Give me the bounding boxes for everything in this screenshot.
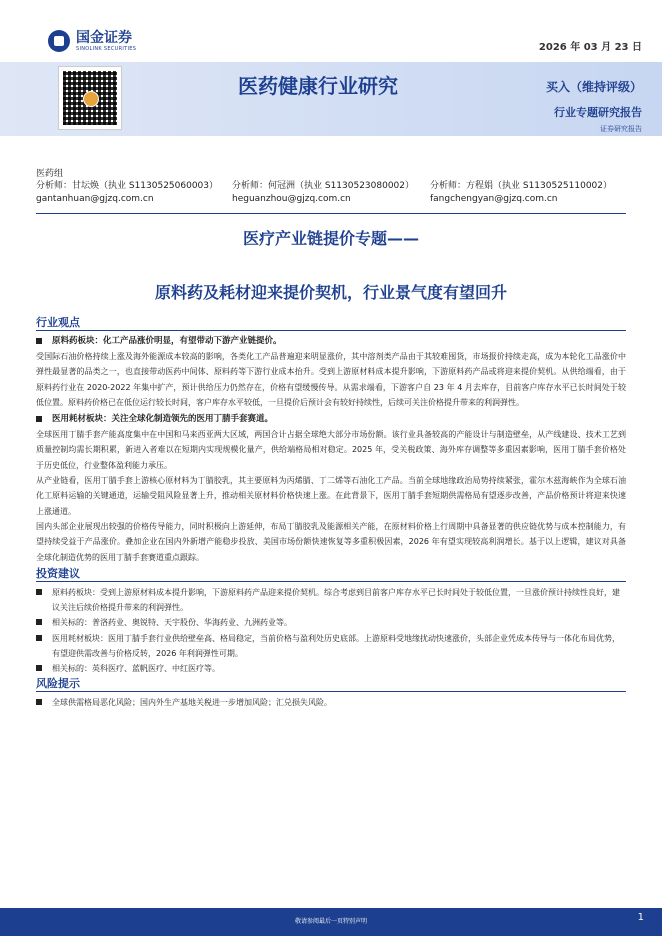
analyst-group: 医药组 xyxy=(36,169,64,179)
bullet-square-icon xyxy=(36,619,42,625)
report-date: 2026 年 03 月 23 日 xyxy=(538,42,642,53)
list-item: 相关标的：普洛药业、奥锐特、天宇股份、华海药业、九洲药业等。 xyxy=(36,615,626,630)
bullet-square-icon xyxy=(36,665,42,671)
section-industry-view: 行业观点 xyxy=(36,316,626,331)
glove-paragraph-3: 国内头部企业展现出较强的价格传导能力，同时积极向上游延伸，布局丁腈胶乳及能源相关产能，在原材料价格上行周期中具备显著的供应链优势与成本控制能力，有望持续受益于产品涨价。叠加企业在国内外新增产能稳步投放、美国市场份额快速恢复等多重积极因素，2026 年有望实现较高利润增长。基于以上逻辑，建议对具备全球化制造优势的医用丁腈手套赛道重点跟踪。 xyxy=(36,521,626,562)
analyst-name-1: 分析师：甘坛焕（执业 S1130525060003） xyxy=(36,181,219,191)
glove-headline: 医用耗材板块：关注全球化制造领先的医用丁腈手套赛道。 xyxy=(36,412,626,427)
list-item: 相关标的：英科医疗、蓝帆医疗、中红医疗等。 xyxy=(36,661,626,676)
analyst-email-3[interactable]: fangchengyan@gjzq.com.cn xyxy=(430,194,558,204)
report-type: 行业专题研究报告 xyxy=(554,106,642,119)
qr-code-icon xyxy=(58,66,122,130)
glove-paragraph-1: 全球医用丁腈手套产能高度集中在中国和马来西亚两大区域，两国合计占据全球绝大部分市场份额。该行业具备较高的产能设计与制造壁垒，从产线建设、技术工艺到质量控制均需长期积累，新进入者难以在短期内实现规模化量产，供给端格局相对稳定。2025 年，受关税政策、海外库存调整等多重因素影响，医用丁腈手套价格处于历史低位，行业整体盈利能力承压。 xyxy=(36,430,626,470)
report-header xyxy=(0,0,662,152)
section-risk: 风险提示 xyxy=(36,677,626,692)
header-divider xyxy=(36,213,626,214)
company-logo xyxy=(48,30,136,52)
logo-en: SINOLINK SECURITIES xyxy=(76,45,137,52)
analyst-email-1[interactable]: gantanhuan@gjzq.com.cn xyxy=(36,194,154,204)
bullet-square-icon xyxy=(36,416,42,422)
api-paragraph: 受国际石油价格持续上涨及海外能源成本较高的影响，各类化工产品普遍迎来明显涨价，其中溶剂类产品由于其较难囤货，市场报价持续走高，成为本轮化工品涨价中弹性最显著的品类之一，也直接带动医药中间体、原料药等下游行业成本抬升。受到上游原材料成本提升影响，下游原料药产品或将迎来提价契机。从供给端看，由于原料药行业在 2020-2022 年集中扩产，预计供给压力仍然存在，价格有望缓慢传导。从需求端看，下游客户自 23 年 4 月去库存，目前客户库存水平已长时间处于较低位置。原料药价格已在低位运行较长时间，客户库存水平较低，一旦提价后预计会有较好持续性，后续可关注价格提升带来的利润弹性。 xyxy=(36,352,626,407)
glove-paragraph-2: 从产业链看，医用丁腈手套上游核心原材料为丁腈胶乳，其主要原料为丙烯腈、丁二烯等石油化工产品。当前全球地缘政治局势持续紧张，霍尔木兹海峡作为全球石油化工原料运输的关键通道，运输受阻风险显著上升，推动相关原材料价格快速上涨。在此背景下，医用丁腈手套短期供需格局有望逐步改善，产品价格预计将迎来快速上涨通道。 xyxy=(36,476,626,516)
section-investment: 投资建议 xyxy=(36,567,626,582)
analyst-name-2: 分析师：何冠洲（执业 S1130523080002） xyxy=(232,181,415,191)
rating-badge: 买入（维持评级） xyxy=(545,80,642,94)
logo-cn: 国金证券 xyxy=(76,29,132,46)
analyst-name-3: 分析师：方程娟（执业 S1130525110002） xyxy=(430,181,613,191)
api-headline: 原料药板块：化工产品涨价明显，有望带动下游产业链提价。 xyxy=(36,334,626,349)
analyst-block xyxy=(36,168,626,206)
footer-disclaimer-link[interactable]: 敬请参阅最后一页特别声明 xyxy=(294,918,367,925)
bullet-square-icon xyxy=(36,589,42,595)
list-item: 医用耗材板块：医用丁腈手套行业供给壁垒高、格局稳定，当前价格与盈利处历史底部。上游原料受地缘扰动快速涨价，头部企业凭成本传导与一体化布局优势，有望迎供需改善与价格反转，2026 年利润弹性可期。 xyxy=(36,631,626,662)
bullet-square-icon xyxy=(36,699,42,705)
report-sub-title: 原料药及耗材迎来提价契机，行业景气度有望回升 xyxy=(154,283,507,302)
page-number: 1 xyxy=(637,912,644,923)
report-main-title: 医疗产业链提价专题—— xyxy=(242,229,419,248)
report-sub: 证券研究报告 xyxy=(600,125,642,133)
industry-title: 医药健康行业研究 xyxy=(238,74,398,98)
list-item: 全球供需格局恶化风险；国内外生产基地关税进一步增加风险；汇兑损失风险。 xyxy=(36,695,626,710)
list-item: 原料药板块：受到上游原材料成本提升影响，下游原料药产品迎来提价契机。综合考虑到目前客户库存水平已长时间处于较低位置，一旦涨价预计持续性良好，建议关注后续价格提升带来的利润弹性。 xyxy=(36,585,626,616)
logo-mark-icon xyxy=(48,30,70,52)
report-body xyxy=(36,316,626,710)
bullet-square-icon xyxy=(36,635,42,641)
analyst-email-2[interactable]: heguanzhou@gjzq.com.cn xyxy=(232,194,351,204)
bullet-square-icon xyxy=(36,338,42,344)
